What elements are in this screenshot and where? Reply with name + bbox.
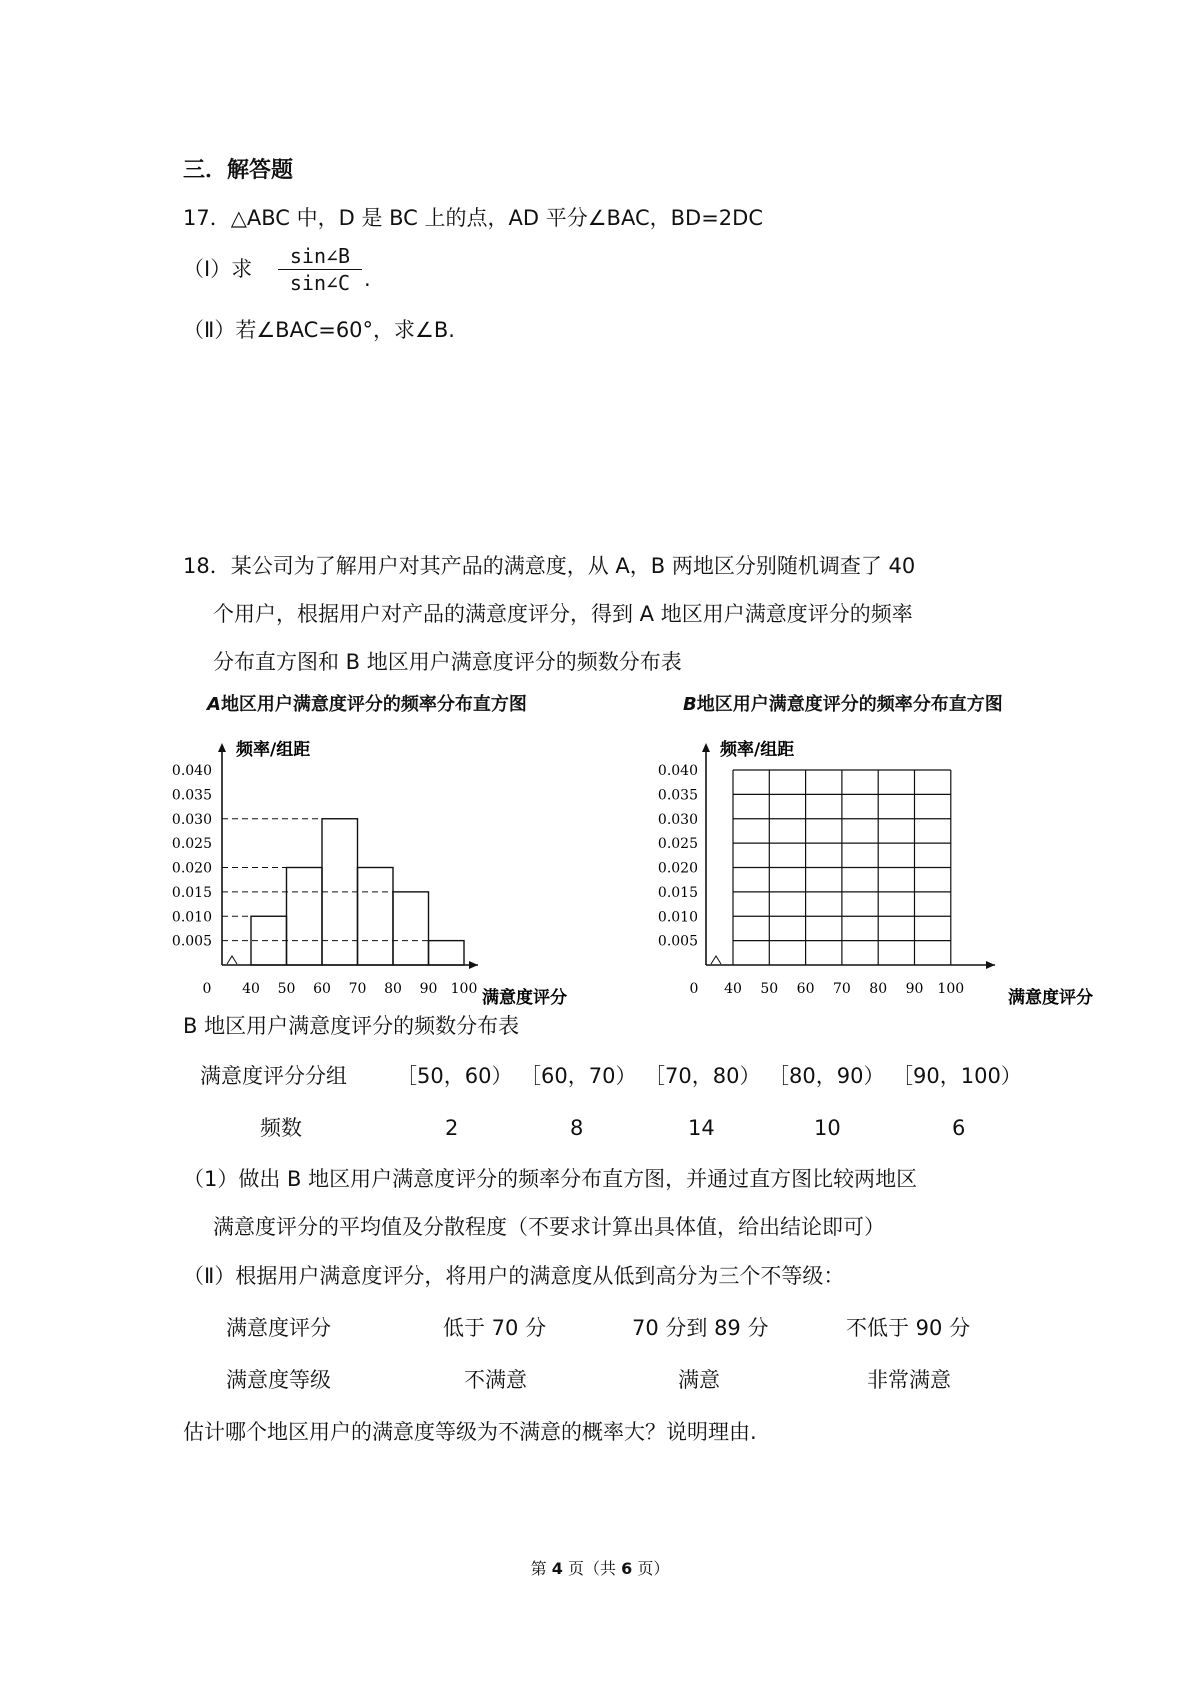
x-tick-label: 60 <box>313 981 331 997</box>
histogram-bar <box>429 941 465 965</box>
y-tick-label: 0.030 <box>657 811 698 828</box>
x-tick-label: 100 <box>450 981 478 997</box>
chart-a-title-letter: A <box>207 694 221 715</box>
fraction-numerator: sin∠B <box>278 244 362 270</box>
freq-table-group: ［90，100） <box>892 1064 1022 1088</box>
y-axis-arrow-icon <box>702 743 710 752</box>
y-tick-label: 0.010 <box>657 909 698 926</box>
x-tick-label: 40 <box>724 981 742 997</box>
footer-mid: 页（共 <box>567 1559 616 1578</box>
y-tick-label: 0.035 <box>171 787 212 804</box>
footer-page-number: 4 <box>551 1559 563 1578</box>
freq-table-count: 14 <box>688 1116 715 1140</box>
y-tick-label: 0.020 <box>171 860 212 877</box>
histogram-bar <box>358 868 394 966</box>
y-tick-label: 0.025 <box>657 836 698 853</box>
x-axis-label: 满意度评分 <box>482 988 567 1008</box>
q17-fraction <box>278 244 362 295</box>
y-axis-label: 频率/组距 <box>236 740 311 760</box>
level-table-cell: 满意度等级 <box>226 1368 331 1392</box>
origin-label: 0 <box>202 981 212 997</box>
y-tick-label: 0.005 <box>171 933 212 950</box>
level-table-cell: 满意度评分 <box>226 1316 331 1340</box>
x-tick-label: 80 <box>384 981 402 997</box>
freq-table-group: ［70，80） <box>644 1064 761 1088</box>
y-tick-label: 0.015 <box>171 884 212 901</box>
freq-table-count: 10 <box>814 1116 841 1140</box>
y-axis-label: 频率/组距 <box>720 740 795 760</box>
axis-break-icon <box>711 956 721 964</box>
q18-part1-line1: （1）做出 B 地区用户满意度评分的频率分布直方图，并通过直方图比较两地区 <box>183 1167 918 1191</box>
fraction-denominator: sin∠C <box>289 271 351 295</box>
freq-table-group: ［50，60） <box>396 1064 513 1088</box>
footer-post: 页） <box>637 1559 670 1578</box>
q18-line2: 个用户，根据用户对产品的满意度评分，得到 A 地区用户满意度评分的频率 <box>213 602 913 626</box>
freq-table-group: ［60，70） <box>520 1064 637 1088</box>
x-tick-label: 50 <box>760 981 779 997</box>
histogram-bar <box>287 868 323 966</box>
b-table-title: B 地区用户满意度评分的频数分布表 <box>183 1014 520 1038</box>
x-tick-label: 40 <box>242 981 260 997</box>
freq-table-count: 6 <box>952 1116 966 1140</box>
q18-part2-line1: （Ⅱ）根据用户满意度评分，将用户的满意度从低到高分为三个不等级： <box>183 1264 845 1288</box>
q17-part2: （Ⅱ）若∠BAC=60°，求∠B. <box>183 318 455 342</box>
x-tick-label: 90 <box>905 981 924 997</box>
freq-table-count: 2 <box>445 1116 459 1140</box>
x-tick-label: 70 <box>348 981 367 997</box>
histogram-bar <box>393 892 429 965</box>
freq-table-count: 8 <box>570 1116 584 1140</box>
q18-line1: 18．某公司为了解用户对其产品的满意度，从 A，B 两地区分别随机调查了 40 <box>183 554 916 578</box>
origin-label: 0 <box>689 981 699 997</box>
freq-table-row-label: 频数 <box>260 1116 302 1140</box>
footer-total-pages: 6 <box>621 1559 633 1578</box>
level-table-cell: 不低于 90 分 <box>846 1316 971 1340</box>
section-title: 三．解答题 <box>183 158 294 183</box>
y-tick-label: 0.035 <box>657 787 698 804</box>
x-tick-label: 60 <box>796 981 815 997</box>
q17-part1-suffix: . <box>364 267 371 291</box>
q18-question: 估计哪个地区用户的满意度等级为不满意的概率大？说明理由. <box>183 1420 757 1444</box>
chart-a-histogram <box>171 725 630 1008</box>
freq-table-header-label: 满意度评分分组 <box>200 1064 347 1088</box>
y-tick-label: 0.005 <box>657 933 698 950</box>
chart-b-title <box>683 690 1003 716</box>
y-tick-label: 0.040 <box>657 763 698 779</box>
y-tick-label: 0.025 <box>171 836 212 853</box>
y-tick-label: 0.020 <box>657 860 698 877</box>
chart-a-title <box>207 690 527 716</box>
chart-b-title-letter: B <box>683 694 697 715</box>
x-tick-label: 50 <box>277 981 296 997</box>
q17-stem: 17．△ABC 中，D 是 BC 上的点，AD 平分∠BAC，BD=2DC <box>183 206 763 230</box>
y-tick-label: 0.030 <box>171 811 212 828</box>
y-tick-label: 0.010 <box>171 909 212 926</box>
y-tick-label: 0.015 <box>657 884 698 901</box>
x-tick-label: 90 <box>419 981 438 997</box>
y-tick-label: 0.040 <box>171 763 212 779</box>
footer-pre: 第 <box>530 1559 547 1578</box>
x-tick-label: 70 <box>832 981 851 997</box>
q18-line3: 分布直方图和 B 地区用户满意度评分的频数分布表 <box>213 650 682 674</box>
chart-a-title-text: 地区用户满意度评分的频率分布直方图 <box>220 694 527 715</box>
level-table-cell: 满意 <box>678 1368 720 1392</box>
x-tick-label: 100 <box>937 981 965 997</box>
chart-b-histogram <box>655 725 1110 1008</box>
q17-part1-prefix: （Ⅰ）求 <box>183 257 253 281</box>
x-tick-label: 80 <box>869 981 888 997</box>
level-table-cell: 70 分到 89 分 <box>632 1316 769 1340</box>
axis-break-icon <box>227 956 237 964</box>
freq-table-group: ［80，90） <box>768 1064 885 1088</box>
x-axis-label: 满意度评分 <box>1008 988 1093 1008</box>
x-axis-arrow-icon <box>469 961 478 969</box>
level-table-cell: 低于 70 分 <box>443 1316 547 1340</box>
page-footer <box>0 1556 1200 1579</box>
q18-part1-line2: 满意度评分的平均值及分散程度（不要求计算出具体值，给出结论即可） <box>213 1215 885 1239</box>
chart-b-title-text: 地区用户满意度评分的频率分布直方图 <box>696 694 1003 715</box>
y-axis-arrow-icon <box>218 743 226 752</box>
level-table-cell: 不满意 <box>464 1368 527 1392</box>
x-axis-arrow-icon <box>986 961 995 969</box>
level-table-cell: 非常满意 <box>867 1368 951 1392</box>
